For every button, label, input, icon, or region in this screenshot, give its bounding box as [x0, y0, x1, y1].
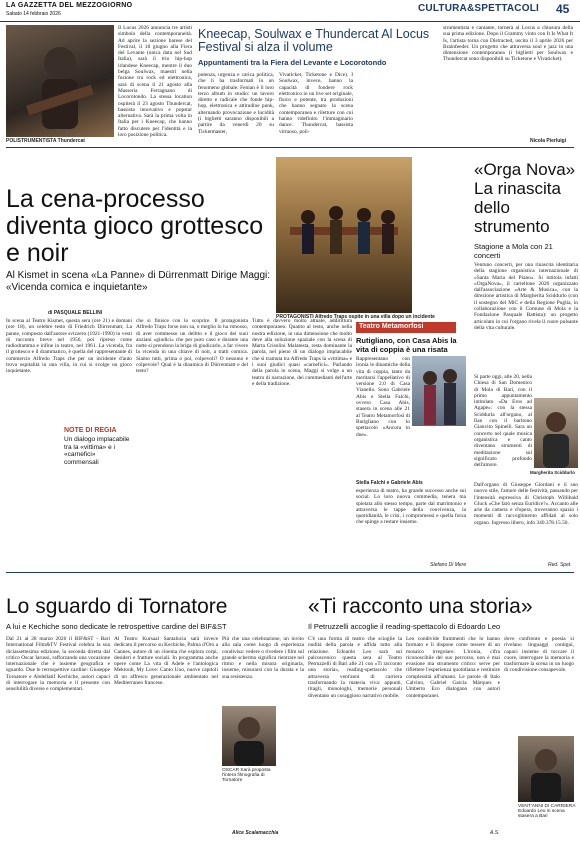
tornatore-headline: Lo sguardo di Tornatore: [6, 595, 228, 618]
tornatore-column-3: Più che una celebrazione, un invito alla sala come luogo di esperienza condivisa: vedere o rivedere i film sul grande schermo significa rientrare nel ritmo e nella misura originaria, insieme, misurarsi con la durata e la sua resistenza.: [222, 636, 304, 680]
masthead: [0, 0, 580, 22]
teatro-column-1: Rappresentano con ironia le dinamiche della vita di coppia, tanto da meritarsi l'appellativo di versione 2.0 di Casa Vianello. Sono Gabriele Abis e Stella Falchi, ovvero Casa Abis, stasera in scena alle 21 al Teatro Metamorfosi di Rutigliano con lo spettacolo «Ancora in due».: [356, 356, 410, 438]
actor-portrait: [518, 736, 574, 802]
couple-figures: [412, 356, 466, 426]
sciddurlo-photo: [534, 398, 578, 468]
traps-stage-photo: [276, 157, 412, 313]
teatro-column-2: esperienza di teatro, ha grande successo anche sui social. Lo loro nuova commedia, tenera ma spietata allo stesso tempo, parte dal matrimonio e attraversa le tappe della convivenza, la quotidianità, le crisi, i compromessi e quella forza che spinge a restare insieme.: [356, 488, 466, 526]
edoardo-leo-column-3: dove confronto e poesia si rivelano linguaggi contigui, capaci insieme di toccare il cuore, interrogare la memoria e trasformare la scena in un luogo di condivisione consapevole.: [504, 636, 574, 674]
right-story-column-2: Si parte oggi, alle 20, nella Chiesa di San Domenico di Mola di Bari, con il primo appuntamento intitolato «Da Eros ad Agape»: con la stessa Sciddurla all'organo, al fian con il baritono Gianvito Spinelli. Sara un concerto nel quale musica organistica e canto diventano strumenti di meditazione sul significato profondo dell'amore.: [474, 374, 532, 469]
right-story-column-3: Dall'organo di Giuseppe Giordani e il suo nuovo stile, l'amore delle festività, passando per l'intensità espressiva di Christoph Willibald Gluck «Che farò senza Euridice?». Accanto alle arie da camera e d'opera, troveranno spazio i momenti di raccoglimento affidati al solo organo. Ingresso libero, info 340.378.15.50.: [474, 482, 578, 526]
teatro-byline: Stefano Di Mere: [430, 562, 467, 568]
top-story-byline: Nicola Pierluigi: [530, 138, 567, 144]
edoardo-leo-photo-caption: VENT'ANNI DI CARRIERA Edoardo Leo in scena stasera a Bari: [518, 804, 576, 819]
portrait-figure: [534, 398, 578, 468]
thundercat-photo-caption: POLISTRUMENTISTA Thundercat: [6, 138, 85, 144]
traps-photo-caption: PROTAGONISTI Alfredo Traps ospite in una villa dopo un incidente: [276, 314, 435, 320]
page-number: 45: [556, 2, 570, 16]
section-divider: [6, 147, 574, 148]
teatro-headline: Rutigliano, con Casa Abis la vita di coppia è una risata: [356, 336, 457, 354]
bottom-section-divider: [6, 572, 574, 573]
right-story-byline: Red. Spet.: [548, 562, 572, 568]
tornatore-photo: [222, 706, 276, 766]
casa-abis-photo: [412, 356, 466, 426]
top-story-column-2: potenza, urgenza e carica politica, che li ha trasformati in un fenomeno globale. Fenian è il loro terzo album in studio: un lavoro diretto e radicale che fonde hip-hop, elettronica e attitudine punk, alternando provocazione e lucidità (i biglietti saranno disponibili a partire da venerdì 20 su Ticketmaster,: [198, 72, 274, 135]
top-story-subhead: Appuntamenti tra la Fiera del Levante e Locorotondo: [198, 58, 387, 67]
edoardo-leo-column-1: C'è una forma di teatro che scioglie la nudità della parola e affida tutto alla relazione. Edoardo Leo sarà sul palcoscenico questa sera al Teatro Petruzzelli di Bari alle 21 con «Ti racconto una storia», reading-spettacolo che attraversa vent'anni di carriera trasformando la materia viva: appunti, ritagli, monologhi, memorie personali diventano un coraggioso narrativo mobile.: [308, 636, 402, 699]
left-story-column-1b: [6, 508, 132, 564]
top-story-headline: Kneecap, Soulwax e Thundercat Al Locus Festival si alza il volume: [198, 27, 430, 54]
publication-date: Sabato 14 febbraio 2026: [6, 11, 61, 17]
direction-notes-text: Un dialogo implacabile tra la «vittima» e i «carnefici» commensali: [64, 436, 130, 466]
right-story-subhead: Stagione a Mola con 21 concerti: [474, 242, 553, 260]
edoardo-leo-column-2: Leo condivide frammenti che lo hanno formato e li dispone come tessere di un mosaico irregolare. L'ironia, cifra riconoscibile del suo percorso, non è mai evasione ma strumento critico: serve per riflettere l'esperienza quotidiana e restituire complessità all'umano. Le parole di Italo Calvino, Gabriel García Márquez e Umberto Eco dialogano con autori contemporanei.: [406, 636, 500, 699]
left-story-byline: di PASQUALE BELLINI: [48, 310, 103, 316]
left-story-column-3: Tutto è davvero molto attuale, addirittura contemporaneo. Quanto al testo, anche nella nostra edizione, in una dimensione che molto deve alla soluzione spaziale con la scena di Marta Crisolini Malatesta, resta dominante la parola, nel pieno di un dialogo implacabile che si tramuta tra Alfredo Traps la «vittima» e i suoi giudici quasi «carnefici». Parlando della parola in scena, Maggi si volge a un teatro di narrazione, dei commedianti dell'arte e della tradizione.: [252, 318, 352, 387]
tornatore-photo-caption: OSCAR Sarà proposta l'intera filmografia di Tornatore: [222, 768, 271, 783]
left-story-headline: La cena-processo diventa gioco grottesco e noir: [6, 185, 264, 267]
performer-silhouette: [6, 25, 114, 137]
publication-name: LA GAZZETTA DEL MEZZOGIORNO: [6, 2, 133, 9]
tornatore-subhead: A lui e Kechiche sono dedicate le retrospettive cardine del BIF&ST: [6, 622, 227, 631]
left-story-subhead: Al Kismet in scena «La Panne» di Dürrenmatt Dirige Maggi: «Vicenda comica e inquietante»: [6, 270, 271, 293]
edoardo-leo-headline: «Ti racconto una storia»: [308, 595, 533, 618]
left-story-column-2: che si finisce con lo scoprire. Il protagonista Alfredo Traps forse non sa, o meglio lo ha rimosso, di aver commesso un delitto e il gioco dei suoi anziani «giudici» che per puro caso e durante una notte si prendono la briga di giudicarlo, a far vivere la vicenda in una chiave di noir, a tratti comica. Siamo tutti, prima o poi, colpevoli? O nessuno è colpevole? Qual è la dinamica di Dürrenmatt e del testo?: [136, 318, 248, 375]
casa-abis-caption: Stella Falchi e Gabriele Abis: [356, 480, 423, 486]
direction-notes-box: [64, 427, 130, 502]
direction-notes-header: NOTE DI REGIA: [64, 427, 117, 434]
thundercat-photo: [6, 25, 114, 137]
top-story-column-1: Il Locus 2026 annuncia tre artisti simbolo della contemporaneità. Ad aprire la sezione barese del Festival, il 18 giugno alla Fiera del Levante (unica data nel Sud Italia), sarà il trio hip-hop irlandese Kneecap, mentre il duo belga Soulwax, maestri nella fusione tra rock ed elettronica, sarà di scena il 21 agosto alla Masseria Ferragnano di Locorotondo. La stessa location ospiterà il 23 agosto Thundercat, bassista innovativo e popstar alternativa. Sarà la prima volta in Italia per i Kneecap, che hanno fatto discutere per l'identità e la loro posizione politica.: [118, 25, 192, 139]
tornatore-byline: Alice Scalamacchia: [232, 830, 279, 836]
section-title: CULTURA&SPETTACOLI: [418, 3, 539, 14]
right-story-headline: «Orga Nova» La rinascita dello strumento: [474, 160, 576, 236]
edoardo-leo-subhead: Il Petruzzelli accoglie il reading-spettacolo di Edoardo Leo: [308, 622, 501, 631]
top-story-column-4: strumentista e cantante, tornerà al Locus a chiusura della sua prima edizione. Dopo il Grammy vinto con It Is What It Is, l'artista torna con Distracted, uscito il 3 aprile 2026 per Brainfeeder. Un progetto che attraversa soul e jazz in una dimensione contemporanea (i biglietti per Soulwax e Thundercat sono disponibili su Ticketone e Vivaticket).: [443, 25, 573, 63]
tornatore-column-1: Dal 21 al 28 marzo 2026 il BIF&ST - Bari International Film&TV Festival celebra la sua diciassettesima edizione, la seconda diretta dal critico Oscar Iarussi, rafforzando una vocazione internazionale che è insieme geografica e sguardo. Due le retrospettive cardine: Giuseppe Tornatore e Abdellatif Kechiche, autori capaci di interrogare la memoria e il presente con sensibilità diverse e complementari.: [6, 636, 110, 693]
edoardo-leo-photo: [518, 736, 574, 802]
edoardo-leo-byline: A.S.: [490, 830, 500, 836]
teatro-label: Teatro Metamorfosi: [356, 322, 456, 333]
top-story-column-3: Vivaticket, Ticketone e Dice). I Soulwax, invece, hanno la capacità di fondere rock elettronico in un live set originale, fisico e potente, tra produzioni che hanno segnato la scena contemporanea e riletture con cui hanno ridefinito l'immaginario dance. Thundercat, bassista virtuoso, poli-: [279, 72, 353, 135]
director-portrait: [222, 706, 276, 766]
right-story-column-1: Ventuno concerti, per una rinascita identitaria della stagione organistica internazionale di «Santa Maria del Piano». Si intitola infatti «OrgaNova», il cartellone 2026 organizzato dall'associazione «Arte & Musica», con la direzione artistica di Margherita Sciddurlo (con il sostegno del MiC e della Regione Puglia, in collaborazione con il Comune di Mola e la Fondazione Pasquale Battista): un progetto articolato in cui l'organo rivela il cuore pulsante della vita culturale.: [474, 262, 578, 331]
sciddurlo-caption: Margherita Sciddurlo: [530, 470, 576, 475]
left-story-column-1: In scena al Teatro Kismet, questa sera (ore 21) e domani (ore 18), un celebre testo di Friedrich Dürrenmatt, La panne, composto dall'autore svizzero (1921-1990) in vesti di racconto breve nel 1956, poi ripreso come radiodramma e infine in teatro, nel 1961. La vicenda, fra il grottesco e il drammatico, è quella del rappresentante di commercio Alfredo Traps che per un incidente d'auto trova ospitalità in una villa, in cui si svolge un gioco inquietante.: [6, 318, 132, 375]
tornatore-column-2: Al Teatro Kursaal Santalucia sarà invece dedicato il percorso su Kechiche, Palma d'Oro a Cannes, autore di un cinema che esplora corpi, desideri e fratture sociali. In programma anche opere come La vita di Adele e l'antologica Mektoub, My Love: Canto Uno, nuove capitoli di un affresco generazionale ambientato nel Mediterraneo francese.: [114, 636, 218, 687]
stage-figures: [276, 157, 412, 313]
